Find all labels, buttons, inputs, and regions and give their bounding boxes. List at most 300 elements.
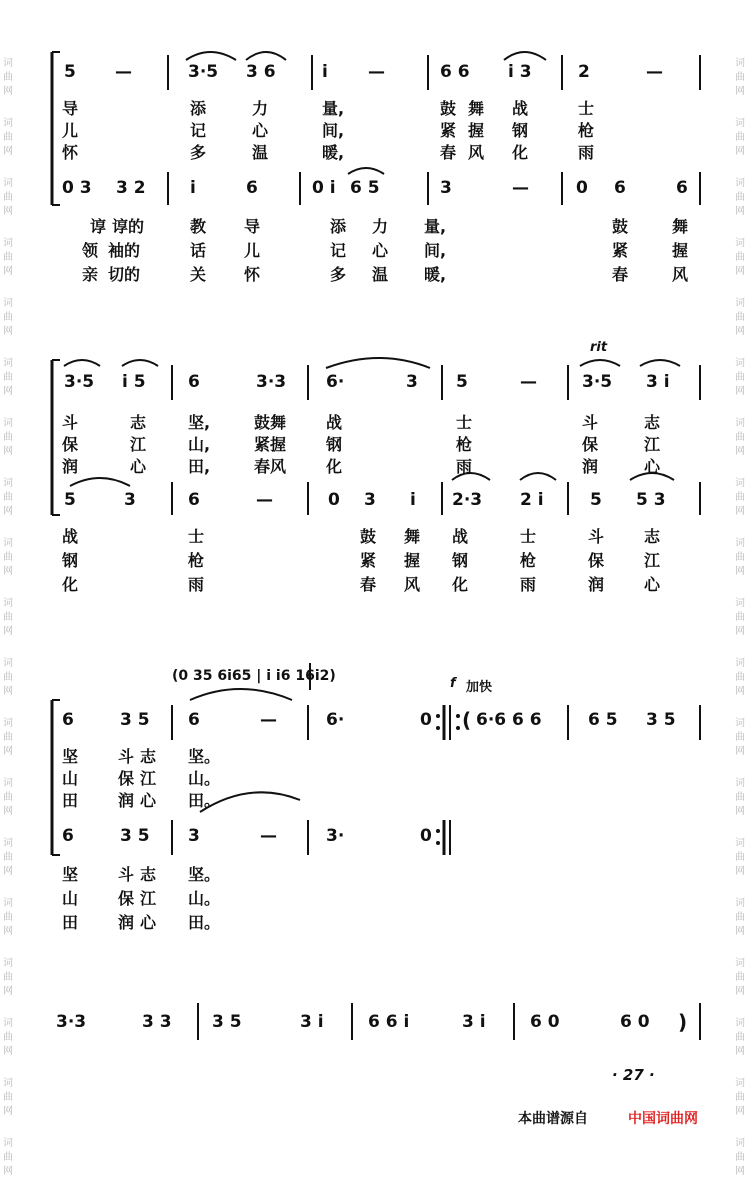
note: 6 (188, 710, 200, 730)
watermark-char: 曲 (3, 372, 13, 383)
watermark-char: 曲 (3, 192, 13, 203)
watermark-char: 词 (735, 178, 745, 189)
watermark-char: 曲 (3, 432, 13, 443)
lyric: 力 (372, 217, 389, 236)
lyric: 多 (190, 143, 207, 162)
watermark-char: 词 (735, 1018, 745, 1029)
note: 3 i (462, 1012, 486, 1032)
note: 2·3 (452, 490, 483, 510)
watermark-char: 网 (3, 566, 13, 577)
lyric: 间, (322, 121, 345, 140)
watermark-char: 词 (735, 238, 745, 249)
lyric: 保江 (118, 769, 163, 788)
lyric: 坚 (62, 747, 79, 766)
watermark-char: 曲 (3, 492, 13, 503)
lyric: 心 (130, 457, 147, 476)
watermark-char: 词 (735, 538, 745, 549)
watermark-char: 网 (3, 326, 13, 337)
note: i (190, 178, 196, 198)
watermark-char: 词 (735, 298, 745, 309)
watermark-char: 网 (3, 1106, 13, 1117)
lyric: 江 (644, 435, 661, 454)
lyric: 山。 (188, 889, 221, 908)
note: 3· (326, 826, 345, 846)
watermark-char: 网 (3, 446, 13, 457)
note: 6 6 i (368, 1012, 410, 1032)
note: ( (462, 708, 472, 732)
note: 6· (326, 710, 345, 730)
watermark-char: 网 (735, 146, 745, 157)
lyric: 润心 (118, 791, 163, 810)
watermark-char: 词 (735, 1138, 745, 1149)
watermark-char: 词 (3, 538, 13, 549)
watermark-char: 词 (735, 598, 745, 609)
lyric: 话 (190, 241, 207, 260)
lyric: 风 (468, 143, 485, 162)
lyric: 导 (62, 99, 79, 118)
watermark-char: 词 (3, 1078, 13, 1089)
watermark-char: 词 (735, 898, 745, 909)
watermark-char: 曲 (3, 252, 13, 263)
lyric: 田, (188, 457, 211, 476)
note: 3 6 (246, 62, 276, 82)
lyric: 握 (672, 241, 689, 260)
note: 5 (64, 490, 76, 510)
lyric: 士 (456, 413, 473, 432)
watermark-char: 网 (735, 446, 745, 457)
lyric: 心 (372, 241, 389, 260)
watermark-char: 曲 (3, 672, 13, 683)
lyric: 温 (372, 265, 389, 284)
lyric: 士 (578, 99, 595, 118)
watermark-char: 词 (735, 1078, 745, 1089)
lyric: 鼓 (612, 217, 629, 236)
lyric: 战 (512, 99, 529, 118)
note: — (646, 62, 663, 82)
watermark-char: 曲 (3, 1152, 13, 1163)
lyric: 田。 (188, 791, 221, 810)
lyric: 润心 (118, 913, 163, 932)
note: 3 i (646, 372, 670, 392)
note: 3·5 (582, 372, 613, 392)
note: 5 (590, 490, 602, 510)
watermark-char: 网 (3, 866, 13, 877)
watermark-char: 曲 (3, 732, 13, 743)
watermark-char: 词 (735, 838, 745, 849)
note: i (322, 62, 328, 82)
note: 5 3 (636, 490, 666, 510)
lyric: 雨 (520, 575, 537, 594)
note: 6 (62, 826, 74, 846)
lyric: 量, (424, 217, 447, 236)
watermark-char: 网 (735, 746, 745, 757)
watermark-char: 网 (3, 206, 13, 217)
lyric: 雨 (578, 143, 595, 162)
tempo-marking: 加快 (466, 680, 493, 695)
watermark-char: 曲 (3, 132, 13, 143)
lyric: 风 (672, 265, 689, 284)
watermark-char: 词 (735, 778, 745, 789)
lyric: 钢 (326, 435, 343, 454)
watermark-char: 曲 (3, 612, 13, 623)
lyric: 心 (644, 575, 661, 594)
watermark-char: 网 (735, 266, 745, 277)
watermark-char: 网 (735, 1166, 745, 1177)
watermark-char: 网 (3, 1046, 13, 1057)
lyric: 战 (62, 527, 79, 546)
footer-prefix: 本曲谱源自 (518, 1111, 588, 1127)
note: 6 (62, 710, 74, 730)
note: 3 5 (212, 1012, 242, 1032)
watermark-char: 网 (3, 386, 13, 397)
watermark-char: 词 (3, 718, 13, 729)
dynamic-marking: f (450, 676, 456, 691)
lyric: 紧 (612, 241, 629, 260)
watermark-char: 词 (3, 658, 13, 669)
note: 3 (188, 826, 200, 846)
lyric: 田。 (188, 913, 221, 932)
lyric: 力 (252, 99, 269, 118)
watermark-char: 网 (3, 746, 13, 757)
note: 0 (576, 178, 588, 198)
watermark-char: 网 (735, 206, 745, 217)
note: 3·3 (56, 1012, 87, 1032)
note: i (410, 490, 416, 510)
watermark-char: 词 (3, 238, 13, 249)
lyric: 坚。 (188, 747, 221, 766)
lyric: 记 (190, 121, 207, 140)
note: — (520, 372, 537, 392)
lyric: 志 (644, 527, 661, 546)
watermark-char: 曲 (735, 1152, 745, 1163)
lyric: 江 (644, 551, 661, 570)
lyric: 保 (582, 435, 599, 454)
watermark-char: 网 (735, 1106, 745, 1117)
watermark-char: 网 (3, 626, 13, 637)
watermark-char: 词 (735, 718, 745, 729)
watermark-char: 网 (735, 866, 745, 877)
lyric: 多 (330, 265, 347, 284)
watermark-char: 曲 (735, 672, 745, 683)
note: 6 5 (350, 178, 380, 198)
lyric: 坚 (62, 865, 79, 884)
watermark-char: 曲 (735, 732, 745, 743)
note: 0 (420, 826, 432, 846)
watermark-char: 曲 (735, 432, 745, 443)
watermark-char: 曲 (3, 72, 13, 83)
watermark-char: 曲 (3, 792, 13, 803)
watermark-char: 网 (735, 686, 745, 697)
note: 3 (124, 490, 136, 510)
note: 0 (420, 710, 432, 730)
lyric: 钢 (512, 121, 529, 140)
lyric: 枪 (578, 121, 595, 140)
note: 3 (364, 490, 376, 510)
lyric: 紧 (440, 121, 457, 140)
lyric: 亲 (82, 265, 99, 284)
note: 5 (456, 372, 468, 392)
lyric: 间, (424, 241, 447, 260)
note: 3 5 (120, 826, 150, 846)
watermark-char: 曲 (3, 312, 13, 323)
note: — (115, 62, 132, 82)
lyric: 心 (644, 457, 661, 476)
lyric: 坚, (188, 413, 211, 432)
watermark-char: 词 (3, 838, 13, 849)
watermark-char: 网 (3, 686, 13, 697)
note: 3 i (300, 1012, 324, 1032)
watermark-char: 词 (3, 958, 13, 969)
lyric: 握 (468, 121, 485, 140)
lyric: 钢 (452, 551, 469, 570)
lyric: 钢 (62, 551, 79, 570)
note: 3 5 (120, 710, 150, 730)
note: ) (678, 1010, 688, 1034)
lyric: 山 (62, 889, 79, 908)
watermark-char: 曲 (3, 1032, 13, 1043)
lyric: 士 (520, 527, 537, 546)
note: 6 (188, 372, 200, 392)
watermark-char: 网 (3, 146, 13, 157)
footer-site-link[interactable]: 中国词曲网 (628, 1111, 698, 1127)
watermark-char: 词 (3, 418, 13, 429)
lyric: 量, (322, 99, 345, 118)
note: 6 5 (588, 710, 618, 730)
note: 3 3 (142, 1012, 172, 1032)
lyric: 风 (404, 575, 421, 594)
watermark-char: 词 (735, 658, 745, 669)
note: 6·6 6 6 (476, 710, 542, 730)
watermark-char: 词 (3, 1018, 13, 1029)
lyric: 谆 (90, 217, 107, 236)
page-number: · 27 · (612, 1066, 655, 1084)
lyric: 雨 (456, 457, 473, 476)
lyric: 润 (582, 457, 599, 476)
lyric: 保 (588, 551, 605, 570)
watermark-char: 网 (735, 926, 745, 937)
watermark-char: 词 (3, 598, 13, 609)
note: 6 6 (440, 62, 470, 82)
watermark-char: 词 (3, 58, 13, 69)
watermark-char: 曲 (735, 852, 745, 863)
watermark-char: 网 (735, 986, 745, 997)
lyric: 志 (130, 413, 147, 432)
rit-marking: rit (590, 340, 608, 355)
watermark-char: 曲 (735, 132, 745, 143)
note: 3·5 (64, 372, 95, 392)
watermark-char: 网 (735, 386, 745, 397)
lyric: 山, (188, 435, 211, 454)
note: 6 (614, 178, 626, 198)
watermark-char: 网 (3, 806, 13, 817)
watermark-char: 词 (3, 1138, 13, 1149)
lyric: 山 (62, 769, 79, 788)
note: 6· (326, 372, 345, 392)
lyric: 儿 (62, 121, 79, 140)
note: i 5 (122, 372, 146, 392)
note: 3·3 (256, 372, 287, 392)
watermark-char: 曲 (735, 72, 745, 83)
lyric: 春 (440, 143, 457, 162)
watermark-char: 词 (735, 358, 745, 369)
lyric: 山。 (188, 769, 221, 788)
watermark-char: 曲 (735, 612, 745, 623)
note: 2 (578, 62, 590, 82)
note: 3 2 (116, 178, 146, 198)
note: 6 (188, 490, 200, 510)
note: — (368, 62, 385, 82)
watermark-char: 曲 (3, 552, 13, 563)
watermark-char: 词 (3, 298, 13, 309)
watermark-char: 网 (3, 86, 13, 97)
lyric: 导 (244, 217, 261, 236)
lyric: 保 (62, 435, 79, 454)
watermark-char: 词 (735, 478, 745, 489)
lyric: 暖, (424, 265, 447, 284)
note: 6 (676, 178, 688, 198)
watermark-char: 曲 (3, 972, 13, 983)
note: 6 (246, 178, 258, 198)
lyric: 战 (326, 413, 343, 432)
note: 5 (64, 62, 76, 82)
lyric: 田 (62, 913, 79, 932)
lyric: 斗志 (118, 865, 163, 884)
lyric: 田 (62, 791, 79, 810)
note: 2 i (520, 490, 544, 510)
watermark-char: 网 (735, 566, 745, 577)
watermark-char: 网 (735, 506, 745, 517)
watermark-char: 网 (735, 1046, 745, 1057)
watermark-char: 曲 (735, 1092, 745, 1103)
watermark-char: 曲 (735, 1032, 745, 1043)
watermark-char: 词 (3, 358, 13, 369)
watermark-char: 曲 (735, 792, 745, 803)
note: 6 0 (530, 1012, 560, 1032)
watermark-char: 网 (3, 266, 13, 277)
lyric: 化 (512, 143, 529, 162)
lyric: 领 (82, 241, 99, 260)
lyric: 润 (62, 457, 79, 476)
lyric: 斗志 (118, 747, 163, 766)
lyric: 谆的 (112, 217, 145, 236)
lyric: 保江 (118, 889, 163, 908)
note: 6 0 (620, 1012, 650, 1032)
lyric: 春 (612, 265, 629, 284)
watermark-char: 词 (735, 118, 745, 129)
lyric: 战 (452, 527, 469, 546)
note: 0 i (312, 178, 336, 198)
lyric: 鼓舞 (254, 413, 287, 432)
lyric: 添 (190, 99, 207, 118)
instrumental-intro: (0 35 6i65 | i i6 16i2) (172, 668, 336, 684)
lyric: 枪 (456, 435, 473, 454)
lyric: 化 (452, 575, 469, 594)
lyric: 雨 (188, 575, 205, 594)
watermark-char: 词 (3, 898, 13, 909)
lyric: 袖的 (108, 241, 141, 260)
lyric: 士 (188, 527, 205, 546)
lyric: 舞 (468, 99, 485, 118)
watermark-char: 曲 (3, 912, 13, 923)
watermark-char: 曲 (3, 852, 13, 863)
lyric: 春 (360, 575, 377, 594)
note: 0 (328, 490, 340, 510)
watermark-char: 曲 (735, 192, 745, 203)
lyric: 春风 (254, 457, 287, 476)
watermark-char: 网 (735, 326, 745, 337)
lyric: 坚。 (188, 865, 221, 884)
watermark-char: 词 (3, 778, 13, 789)
lyric: 温 (252, 143, 269, 162)
watermark-char: 曲 (3, 1092, 13, 1103)
lyric: 化 (62, 575, 79, 594)
lyric: 儿 (244, 241, 261, 260)
note: — (512, 178, 529, 198)
lyric: 记 (330, 241, 347, 260)
note: 3 (440, 178, 452, 198)
watermark-char: 网 (735, 806, 745, 817)
lyric: 江 (130, 435, 147, 454)
lyric: 鼓 (440, 99, 457, 118)
lyric: 关 (190, 265, 207, 284)
watermark-char: 曲 (735, 492, 745, 503)
lyric: 暖, (322, 143, 345, 162)
note: 3 (406, 372, 418, 392)
lyric: 舞 (404, 527, 421, 546)
lyric: 切的 (108, 265, 141, 284)
watermark-char: 词 (3, 178, 13, 189)
lyric: 怀 (62, 143, 79, 162)
lyric: 斗 (62, 413, 79, 432)
note: 0 3 (62, 178, 92, 198)
lyric: 志 (644, 413, 661, 432)
watermark-char: 网 (3, 986, 13, 997)
lyric: 润 (588, 575, 605, 594)
watermark-char: 词 (735, 58, 745, 69)
watermark-char: 词 (735, 418, 745, 429)
lyric: 添 (330, 217, 347, 236)
watermark-char: 曲 (735, 372, 745, 383)
lyric: 心 (252, 121, 269, 140)
lyric: 斗 (582, 413, 599, 432)
note: — (256, 490, 273, 510)
watermark-char: 网 (3, 1166, 13, 1177)
watermark-char: 曲 (735, 972, 745, 983)
note: i 3 (508, 62, 532, 82)
watermark-char: 曲 (735, 552, 745, 563)
note: 3·5 (188, 62, 219, 82)
watermark-char: 曲 (735, 312, 745, 323)
lyric: 紧握 (254, 435, 287, 454)
lyric: 舞 (672, 217, 689, 236)
lyric: 斗 (588, 527, 605, 546)
lyric: 枪 (188, 551, 205, 570)
lyric: 教 (190, 217, 207, 236)
watermark-char: 网 (3, 506, 13, 517)
watermark-char: 网 (3, 926, 13, 937)
lyric: 紧 (360, 551, 377, 570)
watermark-char: 词 (735, 958, 745, 969)
lyric: 化 (326, 457, 343, 476)
note: — (260, 826, 277, 846)
watermark-char: 曲 (735, 252, 745, 263)
watermark-char: 词 (3, 118, 13, 129)
note: 3 5 (646, 710, 676, 730)
watermark-char: 词 (3, 478, 13, 489)
lyric: 枪 (520, 551, 537, 570)
watermark-char: 曲 (735, 912, 745, 923)
lyric: 鼓 (360, 527, 377, 546)
